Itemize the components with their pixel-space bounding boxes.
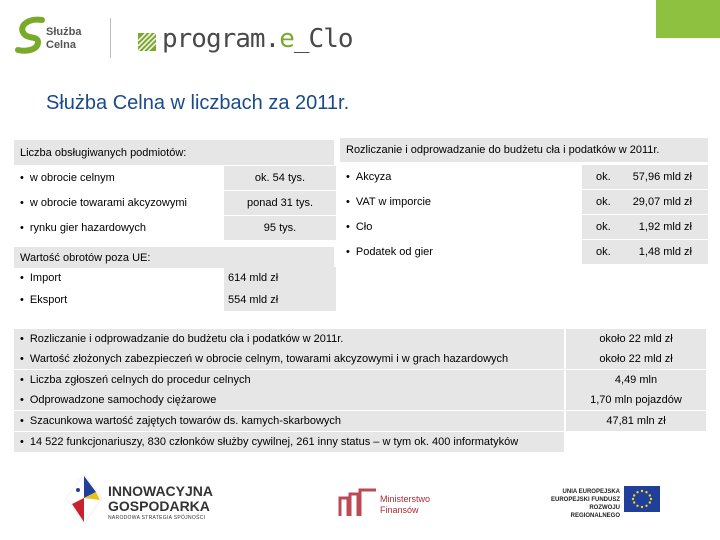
header-divider [110, 18, 111, 58]
page-title: Służba Celna w liczbach za 2011r. [46, 92, 350, 114]
budget-row-prefix: ok. [596, 246, 611, 258]
trade-panel-header: Wartość obrotów poza UE: [14, 247, 334, 268]
mf-line1: Ministerstwo [380, 494, 431, 504]
ue-line3: ROZWOJU REGIONALNEGO [570, 505, 620, 519]
eu-flag-icon [624, 486, 660, 512]
innovative-economy-logo-icon [66, 474, 102, 524]
subjects-row-value: ok. 54 tys. [224, 166, 336, 190]
summary-row-label: • Szacunkowa wartość zajętych towarów ds. kamych-skarbowych [20, 411, 560, 431]
program-text-b: _Clo [293, 24, 353, 54]
budget-row-prefix: ok. [596, 171, 611, 183]
budget-row-value: 1,48 mld zł [638, 246, 692, 258]
subjects-row-value: ponad 31 tys. [224, 191, 336, 215]
summary-row-value: 47,81 mln zł [566, 411, 706, 431]
summary-row-value: 1,70 mln pojazdów [566, 390, 706, 410]
eu-fund-text [550, 488, 620, 520]
summary-row-value: 4,49 mln [566, 370, 706, 390]
budget-row-value: 29,07 mld zł [632, 196, 692, 208]
summary-row-label: • Liczba zgłoszeń celnych do procedur celnych [20, 370, 560, 390]
trade-row-value: 614 mld zł [224, 267, 336, 289]
ministry-of-finance-logo-icon [338, 488, 378, 518]
budget-row-label: • Akcyza [346, 167, 576, 187]
sluzba-celna-text [46, 26, 81, 52]
sluzba-celna-emblem-icon [14, 16, 48, 56]
program-text-e: e [279, 24, 294, 54]
budget-row-label: • Cło [346, 217, 576, 237]
ig-line2: GOSPODARKA [108, 498, 210, 514]
subjects-row-label: • w obrocie towarami akcyzowymi [20, 193, 220, 213]
ue-line1: UNIA EUROPEJSKA [562, 489, 620, 495]
subjects-row-value: 95 tys. [224, 216, 336, 240]
summary-row-label: • Wartość złożonych zabezpieczeń w obrocie celnym, towarami akcyzowymi i w grach hazardowych [20, 349, 560, 369]
program-text-a: program. [162, 24, 280, 54]
summary-row-label: • 14 522 funkcjonariuszy, 830 członków służby cywilnej, 261 inny status – w tym ok. 400 informatyków [20, 432, 565, 452]
innovative-economy-text [108, 484, 213, 514]
sluzba-celna-line1: Służba [46, 26, 82, 38]
ig-line1: INNOWACYJNA [108, 483, 214, 499]
budget-row-value: 1,92 mld zł [638, 221, 692, 233]
budget-row-prefix: ok. [596, 221, 611, 233]
trade-row-value: 554 mld zł [224, 289, 336, 311]
program-eclo-logo [162, 24, 353, 54]
ministry-of-finance-text [380, 494, 430, 516]
summary-row-label: • Rozliczanie i odprowadzanie do budżetu cła i podatków w 2011r. [20, 329, 560, 349]
subjects-row-label: • w obrocie celnym [20, 168, 220, 188]
corner-decoration [656, 0, 720, 38]
summary-row-value: około 22 mld zł [566, 349, 706, 369]
budget-row-label: • Podatek od gier [346, 242, 576, 262]
subjects-row-label: • rynku gier hazardowych [20, 218, 220, 238]
budget-row-value: 57,96 mld zł [632, 171, 692, 183]
budget-row-label: • VAT w imporcie [346, 192, 576, 212]
budget-panel-header: Rozliczanie i odprowadzanie do budżetu cła i podatków w 2011r. [340, 138, 708, 162]
subjects-panel-header: Liczba obsługiwanych podmiotów: [14, 140, 334, 165]
sluzba-celna-line2: Celna [46, 39, 76, 51]
ue-line2: EUROPEJSKI FUNDUSZ [550, 497, 620, 503]
summary-row-value: około 22 mld zł [566, 329, 706, 349]
mf-line2: Finansów [380, 505, 419, 515]
trade-row-label: • Eksport [20, 290, 220, 310]
ig-subtitle: NARODOWA STRATEGIA SPÓJNOŚCI [108, 515, 206, 521]
summary-row-label: • Odprowadzone samochody ciężarowe [20, 390, 560, 410]
budget-row-prefix: ok. [596, 196, 611, 208]
program-eclo-mark-icon [138, 33, 156, 51]
trade-row-label: • Import [20, 268, 220, 288]
